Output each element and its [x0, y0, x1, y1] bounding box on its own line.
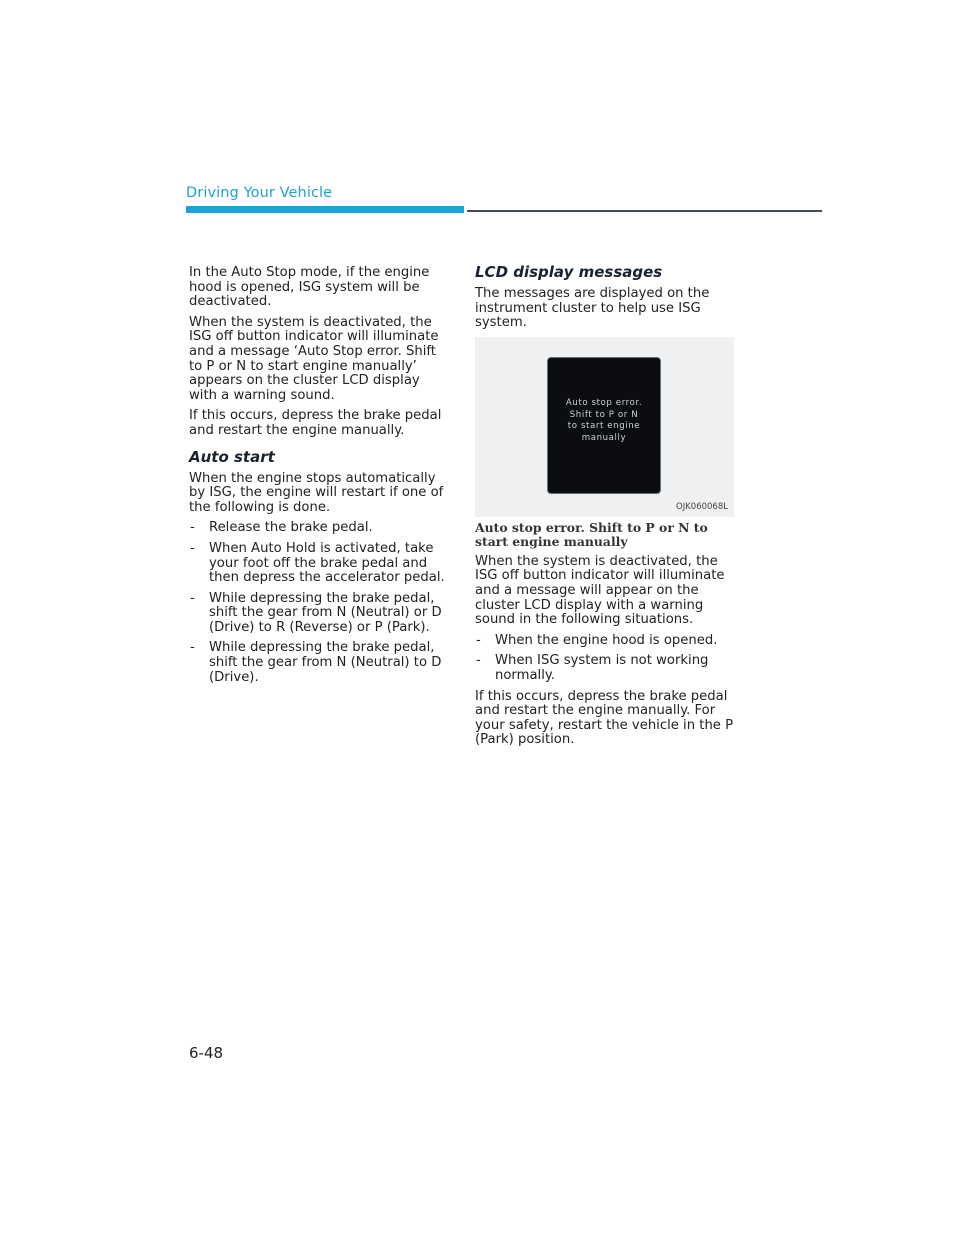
list-item-text: While depressing the brake pedal, shift the gear from N (Neutral) to D (Drive). [209, 640, 442, 685]
dash-mark: - [190, 540, 195, 556]
figure-caption: Auto stop error. Shift to P or N to start engine manually [475, 519, 708, 549]
list-item-text: When Auto Hold is activated, take your foot off the brake pedal and then depress the accelerator pedal. [209, 540, 445, 586]
section-header-title: Driving Your Vehicle [186, 185, 333, 201]
paragraph: In the Auto Stop mode, if the engine hood is opened, ISG system will be deactivated. [189, 265, 430, 310]
paragraph: When the engine stops automatically by ISG, the engine will restart if one of the following is done. [189, 470, 444, 515]
header-bar-rule [467, 210, 822, 212]
list-item-text: While depressing the brake pedal, shift the gear from N (Neutral) or D (Drive) to R (Reverse) or P (Park). [209, 590, 442, 635]
list-item [475, 654, 737, 683]
list-item [189, 542, 451, 586]
situations-list [475, 634, 737, 684]
figure-code: OJK060068L [676, 502, 728, 513]
dash-mark: - [190, 640, 195, 656]
paragraph: The messages are displayed on the instrument cluster to help use ISG system. [475, 286, 710, 331]
paragraph: If this occurs, depress the brake pedal and restart the engine manually. For your safety, restart the vehicle in the P (Park) position. [475, 688, 734, 748]
right-column [475, 264, 737, 754]
cluster-lcd-display [547, 357, 661, 494]
list-item [189, 641, 451, 685]
list-item [189, 521, 451, 536]
lcd-message: Auto stop error. Shift to P or N to start engine manually [565, 398, 643, 443]
left-column [189, 266, 451, 691]
lcd-messages-heading: LCD display messages [475, 263, 663, 281]
auto-start-heading: Auto start [189, 447, 275, 466]
list-item-text: When the engine hood is opened. [495, 632, 718, 648]
paragraph: When the system is deactivated, the ISG off button indicator will illuminate and a message ‘Auto Stop error. Shift to P or N to start engine manually’ appears on the cluster LCD display with a warning sound. [189, 314, 439, 403]
dash-mark: - [476, 653, 481, 669]
header-bar-accent [186, 206, 464, 213]
list-item [189, 592, 451, 636]
dash-mark: - [190, 520, 195, 536]
list-item-text: When ISG system is not working normally. [495, 653, 709, 683]
page-number: 6-48 [189, 1044, 224, 1062]
list-item [475, 634, 737, 649]
dash-mark: - [190, 590, 195, 606]
list-item-text: Release the brake pedal. [209, 520, 373, 536]
paragraph: If this occurs, depress the brake pedal and restart the engine manually. [189, 408, 442, 438]
paragraph: When the system is deactivated, the ISG off button indicator will illuminate and a message will appear on the cluster LCD display with a warning sound in the following situations. [475, 553, 725, 628]
lcd-figure [475, 337, 734, 517]
auto-start-list [189, 521, 451, 685]
dash-mark: - [476, 632, 481, 648]
